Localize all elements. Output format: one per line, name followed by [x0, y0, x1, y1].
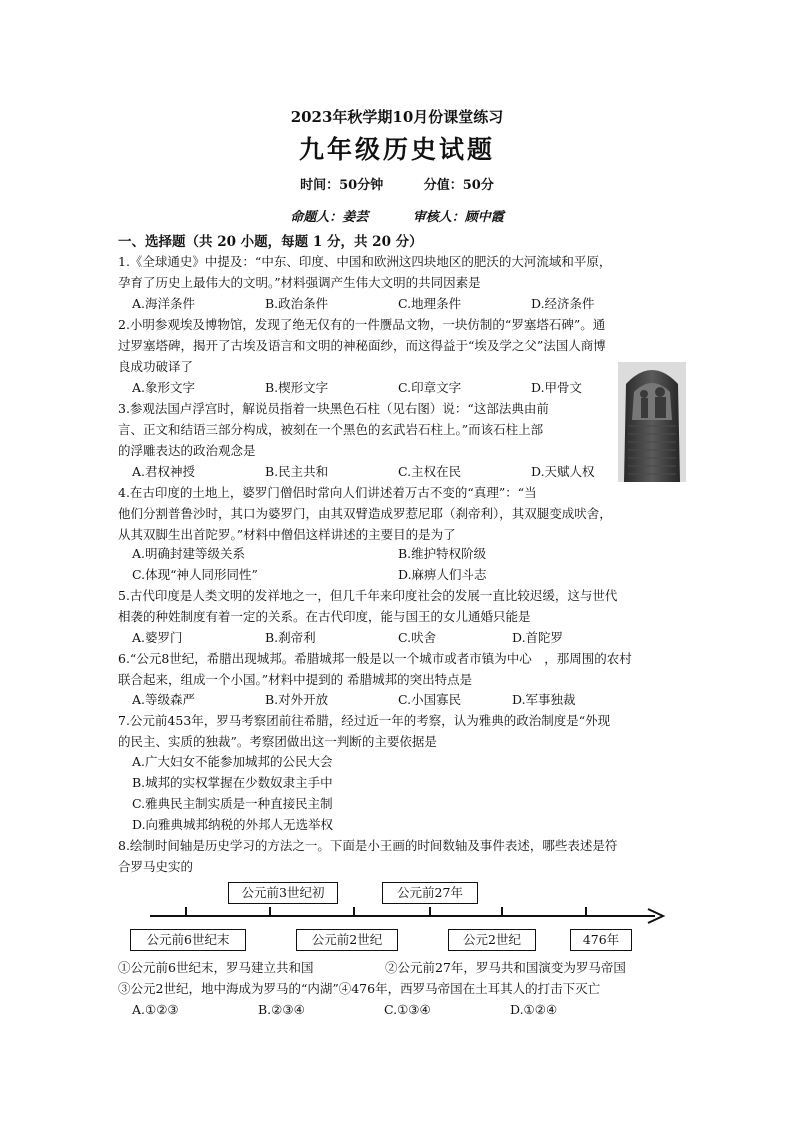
question-3-options	[132, 461, 692, 482]
question-8-options	[132, 999, 692, 1020]
statement-3: ③公元2世纪，地中海成为罗马的“内湖”	[118, 981, 339, 996]
option-b[interactable]: B.对外开放	[265, 692, 329, 707]
question-line: 他们分割普鲁沙时，其口为婆罗门，由其双臂造成罗惹尼耶（刹帝利），其双腿变成吠舍，	[118, 506, 612, 521]
timeline-axis	[0, 900, 794, 932]
timeline-label-6th-century-bc: 公元前6世纪末	[130, 929, 246, 951]
option-d[interactable]: D.甲骨文	[531, 380, 583, 395]
question-line: 3.参观法国卢浮宫时，解说员指着一块黑色石柱（见右图）说：“这部法典由前	[118, 401, 549, 416]
question-5-text	[118, 585, 678, 627]
exam-time: 时间：50分钟	[300, 178, 384, 193]
question-line: 孕育了历史上最伟大的文明。”材料强调产生伟大文明的共同因素是	[118, 275, 481, 290]
option-c[interactable]: C.吠舍	[398, 630, 437, 645]
question-4-text	[118, 482, 678, 545]
exam-score: 分值：50分	[423, 178, 494, 193]
question-line: 4.在古印度的土地上，婆罗门僧侣时常向人们讲述着万古不变的“真理”：“当	[118, 485, 537, 500]
option-c[interactable]: C.地理条件	[398, 296, 462, 311]
timeline-label-3rd-century-bc: 公元前3世纪初	[228, 882, 338, 904]
option-c[interactable]: C.体现“神人同形同性”	[132, 567, 258, 582]
reviewer-name: 审核人：顾中霞	[412, 210, 504, 225]
option-b[interactable]: B.政治条件	[265, 296, 329, 311]
option-b[interactable]: B.楔形文字	[265, 380, 329, 395]
option-a[interactable]: A.海洋条件	[132, 296, 196, 311]
question-4-options-row2	[132, 564, 692, 585]
question-2-text	[118, 314, 678, 377]
question-3-text	[118, 398, 678, 461]
question-line: 的民主、实质的独裁”。考察团做出这一判断的主要依据是	[118, 734, 437, 749]
question-1-options	[132, 293, 692, 314]
option-b[interactable]: B.②③④	[258, 1002, 305, 1017]
option-a[interactable]: A.君权神授	[132, 464, 196, 479]
option-c[interactable]: C.①③④	[384, 1002, 431, 1017]
option-a[interactable]: A.象形文字	[132, 380, 196, 395]
question-line: 8.绘制时间轴是历史学习的方法之一。下面是小王画的时间数轴及事件表述，哪些表述是符	[118, 838, 618, 853]
question-line: 合罗马史实的	[118, 859, 194, 874]
statement-3-4	[118, 978, 678, 999]
option-b[interactable]: B.城邦的实权掌握在少数奴隶主手中	[132, 775, 333, 790]
option-a[interactable]: A.广大妇女不能参加城邦的公民大会	[132, 754, 333, 769]
timeline-label-27bc: 公元前27年	[382, 882, 478, 904]
option-d[interactable]: D.军事独裁	[512, 692, 576, 707]
question-line: 2.小明参观埃及博物馆，发现了绝无仅有的一件赝品文物，一块仿制的“罗塞塔石碑”。通	[118, 317, 606, 332]
question-6-options	[132, 689, 692, 710]
question-7-options	[132, 751, 333, 835]
option-c[interactable]: C.小国寡民	[398, 692, 462, 707]
question-line: 过罗塞塔碑，揭开了古埃及语言和文明的神秘面纱，而这得益于“埃及学之父”法国人商博	[118, 338, 606, 353]
option-a[interactable]: A.明确封建等级关系	[132, 546, 246, 561]
exam-info	[0, 174, 794, 193]
option-b[interactable]: B.民主共和	[265, 464, 329, 479]
question-line: 联合起来，组成一个小国。”材料中提到的 希腊城邦的突出特点是	[118, 672, 473, 687]
question-8-text	[118, 835, 678, 877]
statement-4: ④476年，西罗马帝国在土耳其人的打击下灭亡	[338, 981, 601, 996]
option-c[interactable]: C.印章文字	[398, 380, 462, 395]
question-1-text	[118, 251, 678, 293]
question-6-text	[118, 648, 678, 690]
question-2-options	[132, 377, 692, 398]
option-c[interactable]: C.主权在民	[398, 464, 462, 479]
author-name: 命题人：姜芸	[290, 210, 369, 225]
option-a[interactable]: A.等级森严	[132, 692, 196, 707]
question-line: 的浮雕表达的政治观念是	[118, 443, 256, 458]
page-title: 九年级历史试题	[298, 135, 495, 164]
question-5-options	[132, 627, 692, 648]
question-line: 5.古代印度是人类文明的发祥地之一，但几千年来印度社会的发展一直比较迟缓，这与世代	[118, 588, 618, 603]
question-line: 从其双脚生出首陀罗。”材料中僧侣这样讲述的主要目的是为了	[118, 527, 456, 542]
statement-2: ②公元前27年，罗马共和国演变为罗马帝国	[385, 960, 626, 975]
timeline-label-476: 476年	[570, 929, 632, 951]
option-b[interactable]: B.刹帝利	[265, 630, 316, 645]
question-4-options-row1	[132, 543, 692, 564]
section-title: 一、选择题（共 20 小题，每题 1 分，共 20 分）	[118, 234, 423, 250]
option-a[interactable]: A.婆罗门	[132, 630, 183, 645]
option-d[interactable]: D.①②④	[510, 1002, 558, 1017]
option-d[interactable]: D.向雅典城邦纳税的外邦人无选举权	[132, 817, 334, 832]
exam-period: 2023年秋学期10月份课堂练习	[290, 108, 504, 126]
question-line: 1.《全球通史》中提及：“中东、印度、中国和欧洲这四块地区的肥沃的大河流域和平原，	[118, 254, 612, 269]
option-d[interactable]: D.经济条件	[531, 296, 595, 311]
question-line: 6.“公元8世纪，希腊出现城邦。希腊城邦一般是以一个城市或者市镇为中心 ，那周围的农村	[118, 651, 632, 666]
timeline-label-2nd-century-ad: 公元2世纪	[448, 929, 536, 951]
option-d[interactable]: D.麻痹人们斗志	[398, 567, 487, 582]
option-a[interactable]: A.①②③	[132, 1002, 179, 1017]
question-line: 7.公元前453年，罗马考察团前往希腊，经过近一年的考察，认为雅典的政治制度是“外现	[118, 713, 611, 728]
exam-staff	[0, 206, 794, 225]
question-line: 言、正文和结语三部分构成，被刻在一个黑色的玄武岩石柱上。”而该石柱上部	[118, 422, 544, 437]
timeline-label-2nd-century-bc: 公元前2世纪	[296, 929, 398, 951]
option-d[interactable]: D.首陀罗	[512, 630, 564, 645]
question-line: 良成功破译了	[118, 359, 194, 374]
statement-1: ①公元前6世纪末，罗马建立共和国	[118, 960, 314, 975]
option-b[interactable]: B.维护特权阶级	[398, 546, 487, 561]
option-c[interactable]: C.雅典民主制实质是一种直接民主制	[132, 796, 333, 811]
option-d[interactable]: D.天赋人权	[531, 464, 595, 479]
question-line: 相袭的种姓制度有着一定的关系。在古代印度，能与国王的女儿通婚只能是	[118, 609, 531, 624]
question-7-text	[118, 710, 678, 752]
